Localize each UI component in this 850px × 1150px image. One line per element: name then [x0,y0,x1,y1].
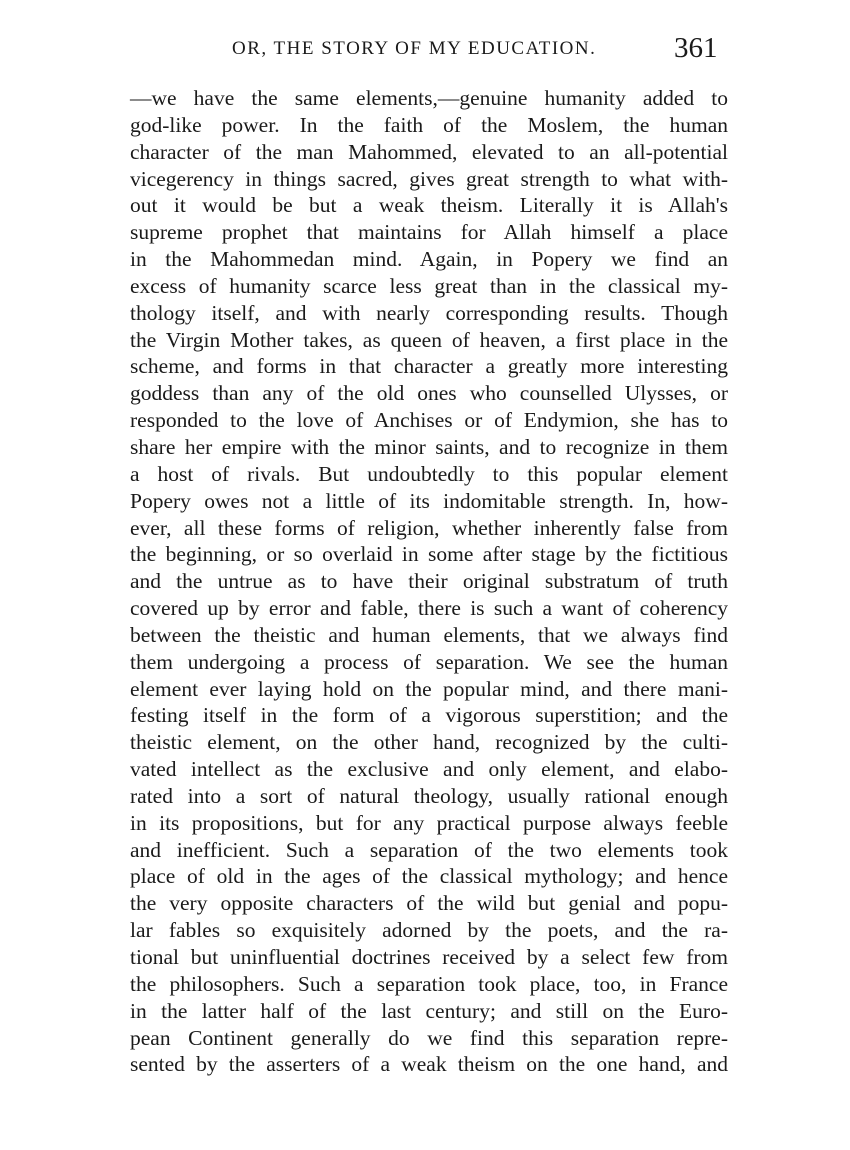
text-line: and inefficient. Such a separation of the two elements took [130,837,728,862]
text-line: scheme, and forms in that character a greatly more interesting [130,354,728,379]
text-line: the beginning, or so overlaid in some after stage by the fictitious [130,542,728,567]
text-line: out it would be but a weak theism. Literally it is Allah's [130,193,728,218]
text-line: rated into a sort of natural theology, usually rational enough [130,783,728,808]
text-line: lar fables so exquisitely adorned by the poets, and the ra- [130,918,728,943]
text-line: theistic element, on the other hand, recognized by the culti- [130,730,728,755]
text-line: covered up by error and fable, there is such a want of coherency [130,596,728,621]
text-line: responded to the love of Anchises or of Endymion, she has to [130,408,728,433]
text-line: place of old in the ages of the classical mythology; and hence [130,864,728,889]
text-line: share her empire with the minor saints, and to recognize in them [130,434,728,459]
running-title: OR, THE STORY OF MY EDUCATION. [232,38,597,59]
text-line: a host of rivals. But undoubtedly to this popular element [130,461,728,486]
text-line: between the theistic and human elements, that we always find [130,622,728,647]
text-line: Popery owes not a little of its indomitable strength. In, how- [130,488,728,513]
text-line: character of the man Mahommed, elevated to an all-potential [130,139,728,164]
text-line: tional but uninfluential doctrines received by a select few from [130,945,728,969]
text-line: thology itself, and with nearly corresponding results. Though [130,300,728,325]
text-line: in the Mahommedan mind. Again, in Popery we find an [130,247,728,272]
text-line: in its propositions, but for any practical purpose always feeble [130,810,728,835]
page-number: 361 [674,32,718,64]
text-line: sented by the asserters of a weak theism on the one hand, and [130,1052,728,1077]
text-line: ever, all these forms of religion, whether inherently false from [130,515,728,540]
text-line: and the untrue as to have their original substratum of truth [130,569,728,594]
text-line: supreme prophet that maintains for Allah himself a place [130,220,728,245]
text-line: —we have the same elements,—genuine humanity added to [130,86,728,110]
text-line: the philosophers. Such a separation took place, too, in France [130,971,728,996]
text-line: them undergoing a process of separation. We see the human [130,649,728,674]
text-line: vicegerency in things sacred, gives great strength to what with- [130,166,728,191]
text-line: the Virgin Mother takes, as queen of heaven, a first place in the [130,327,728,352]
running-head [0,32,850,72]
text-line: vated intellect as the exclusive and only element, and elabo- [130,757,728,782]
text-line: pean Continent generally do we find this separation repre- [130,1025,728,1050]
text-line: god-like power. In the faith of the Moslem, the human [130,112,728,137]
text-line: in the latter half of the last century; and still on the Euro- [130,998,728,1023]
text-line: element ever laying hold on the popular mind, and there mani- [130,676,728,701]
text-line: festing itself in the form of a vigorous superstition; and the [130,703,728,728]
text-line: goddess than any of the old ones who counselled Ulysses, or [130,381,728,406]
text-line: the very opposite characters of the wild but genial and popu- [130,891,728,916]
body-text [130,85,728,1078]
text-line: excess of humanity scarce less great than in the classical my- [130,273,728,298]
